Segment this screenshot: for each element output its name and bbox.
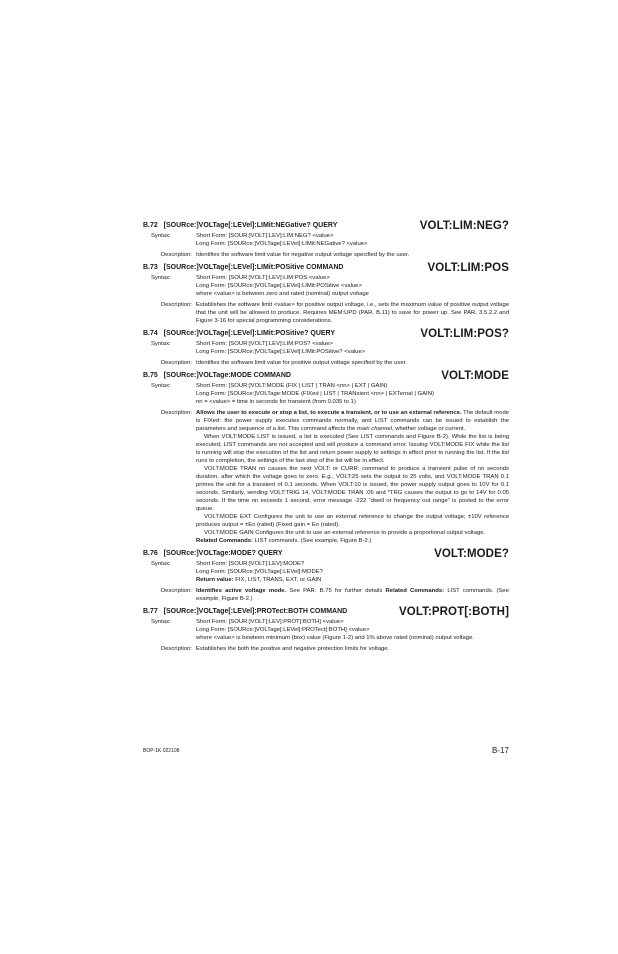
section-heading: B.73 [SOURce:]VOLTage[:LEVel]:LIMit:POSitive COMMAND (143, 264, 344, 271)
syntax-line: Long Form: [SOURce:]VOLTage[:LEVel]:MODE? (196, 569, 323, 575)
ext-mode-paragraph: VOLT:MODE EXT Configures the unit to use an external reference to change the output voltage; ±10V reference produces output = ±Eo (rated) (Fixed gain = Eo (rated). (196, 514, 509, 528)
syntax-block (143, 340, 509, 356)
description-label: Description: (160, 252, 192, 258)
syntax-line: where <value> is bewteen minimum (box) value (Figure 1-2) and 1% above rated (nominal) output voltage. (196, 635, 474, 641)
syntax-line: Short Form: [SOUR:]VOLT:MODE (FIX | LIST | TRAN <nn> | EXT | GAIN) (196, 383, 388, 389)
section-header (143, 605, 509, 617)
main-channel-term: main channel (356, 426, 392, 432)
description-text: Identifies the software limit value for negative output voltage specified by the user. (196, 252, 410, 258)
syntax-block (143, 618, 509, 642)
section-heading: B.72 [SOURce:]VOLTage[:LEVel]:LIMit:NEGative? QUERY (143, 222, 338, 229)
section-header (143, 327, 509, 339)
syntax-line: Long Form: [SOURce:]VOLTage[:LEVel]:LIMit:NEGative? <value> (196, 241, 368, 247)
syntax-label: Syntax: (151, 233, 171, 239)
description-block (143, 409, 509, 545)
syntax-label: Syntax: (151, 383, 171, 389)
section-mnemonic: VOLT:LIM:NEG? (419, 220, 509, 232)
syntax-line: where <value> is between zero and rated (nominal) output voltage (196, 291, 369, 297)
syntax-block (143, 560, 509, 584)
section-header (143, 261, 509, 273)
section-heading: B.75 [SOURce:]VOLTage:MODE COMMAND (143, 372, 291, 379)
description-block (143, 251, 509, 259)
section-b77 (143, 605, 509, 653)
description-block (143, 587, 509, 603)
section-heading: B.77 [SOURce:]VOLTage[:LEVel]:PROTect:BOTH COMMAND (143, 608, 348, 615)
section-heading: B.76 [SOURce:]VOLTage:MODE? QUERY (143, 550, 283, 557)
description-label: Description: (160, 588, 192, 594)
section-b76 (143, 547, 509, 603)
description-block (143, 359, 509, 367)
list-mode-paragraph: When VOLT:MODE LIST is issued, a list is executed (See LIST commands and Figure B-2). While the list is being executed, LIST commands are not accepted and will produce a command error. Issuing VOLT:MODE FIX while the list is running will stop the execution of the list and return power supply to settings in effect prior to running the list. If the list runs to completion, the settings of the last step of the list will be in effect. (196, 434, 509, 464)
section-b74 (143, 327, 509, 367)
command-reference (143, 217, 509, 653)
return-value: Return value: FIX, LIST, TRANS, EXT, or GAIN (196, 577, 322, 583)
section-b75 (143, 369, 509, 545)
syntax-block (143, 382, 509, 406)
section-mnemonic: VOLT:PROT[:BOTH] (399, 606, 509, 618)
section-b73 (143, 261, 509, 325)
syntax-block (143, 232, 509, 248)
description-text: Identifies active voltage mode. See PAR. B.75 for further details Related Commands: LIST commands. (See example, Figure B-2.) (196, 588, 509, 602)
section-mnemonic: VOLT:LIM:POS? (420, 328, 509, 340)
syntax-line: Short Form: [SOUR:]VOLT[:LEV]:LIM:POS <value> (196, 275, 330, 281)
section-b72 (143, 219, 509, 259)
description-label: Description: (160, 302, 192, 308)
description-label: Description: (160, 360, 192, 366)
syntax-line: Short Form: [SOUR:]VOLT[:LEV]:PROT[:BOTH] <value> (196, 619, 344, 625)
description-text: Establishes the both the positive and negative protection limits for voltage. (196, 646, 390, 652)
description-bold: Allows the user to execute or stop a list, to execute a transient, or to use an external reference. (196, 410, 462, 416)
footer-document-id: BOP-1K 022108 (143, 748, 180, 754)
description-block (143, 645, 509, 653)
section-header (143, 547, 509, 559)
syntax-line: Short Form: [SOUR:]VOLT[:LEV]:LIM:POS? <value> (196, 341, 334, 347)
syntax-block (143, 274, 509, 298)
syntax-line: Long Form: [SOURce:]VOLTage[:LEVel]:LIMit:POSitive <value> (196, 283, 362, 289)
section-mnemonic: VOLT:MODE? (434, 548, 509, 560)
syntax-line: Short Form: [SOUR:]VOLT[:LEV]:LIM:NEG? <value> (196, 233, 334, 239)
description-text: Identifies the software limit value for positive output voltage specified by the user. (196, 360, 407, 366)
syntax-line: nn = <value> = time in seconds for transient (from 0.035 to 1) (196, 399, 356, 405)
syntax-line: Short Form: [SOUR:]VOLT[:LEV]:MODE? (196, 561, 305, 567)
description-text: Establishes the software limit <value> for positive output voltage, i.e., sets the maximum value of positive output voltage that the unit will be allowed to produce. Requires MEM:UPD (PAR. B.11) to save for power up. See PAR. 3.5.2.2 and Figure 3-16 for special programming considerations. (196, 302, 509, 324)
related-commands: Related Commands: LIST commands. (See example, Figure B-2.) (196, 538, 372, 544)
tran-mode-paragraph: VOLT:MODE TRAN nn causes the next VOLT: or CURR: command to produce a transient pulse of nn seconds duration, after which the voltage goes to zero. E.g., VOLT:25 sets the output to 25 volts, and VOLT:MODE TRAN 0.1 primes the unit for a transient of 0.1 seconds. When VOLT:10 is issued, the power supply output goes to 10V for 0.1 seconds. Similarly, sending VOLT:TRIG 14, VOLT:MODE TRAN .05 and *TRG causes the output to go to 14V for 0.05 seconds. If the time nn exceeds 1 second, error message -222 “dwell or frequency out range” is posted to the error queue. (196, 466, 509, 512)
syntax-line: Long Form: [SOURce:]VOLTage[:LEVel]:PROTect[:BOTH] <value> (196, 627, 370, 633)
section-header (143, 219, 509, 231)
syntax-label: Syntax: (151, 275, 171, 281)
gain-mode-paragraph: VOLT:MODE GAIN Configures the unit to use an external reference to provide a proportional output voltage. (204, 530, 486, 536)
description-intro: Allows the user to execute or stop a list, to execute a transient, or to use an external reference. The default mode is FIXed: the power supply executes commands normally, and LIST commands can be issued to establish the parameters and sequence of a list. This command affects the main channel, whether voltage or current. (196, 410, 509, 432)
syntax-line: Long Form: [SOURce:]VOLTage:MODE (FIXed | LIST | TRANsient <nn> | EXTernal | GAIN) (196, 391, 434, 397)
section-heading: B.74 [SOURce:]VOLTage[:LEVel]:LIMit:POSitive? QUERY (143, 330, 336, 337)
syntax-line: Long Form: [SOURce:]VOLTage[:LEVel]:LIMit:POSitive? <value> (196, 349, 366, 355)
syntax-label: Syntax: (151, 619, 171, 625)
description-label: Description: (160, 410, 192, 416)
description-block (143, 301, 509, 325)
description-label: Description: (160, 646, 192, 652)
syntax-label: Syntax: (151, 341, 171, 347)
syntax-label: Syntax: (151, 561, 171, 567)
section-mnemonic: VOLT:MODE (441, 370, 509, 382)
section-mnemonic: VOLT:LIM:POS (427, 262, 509, 274)
section-header (143, 369, 509, 381)
footer-page-number: B-17 (492, 746, 509, 755)
